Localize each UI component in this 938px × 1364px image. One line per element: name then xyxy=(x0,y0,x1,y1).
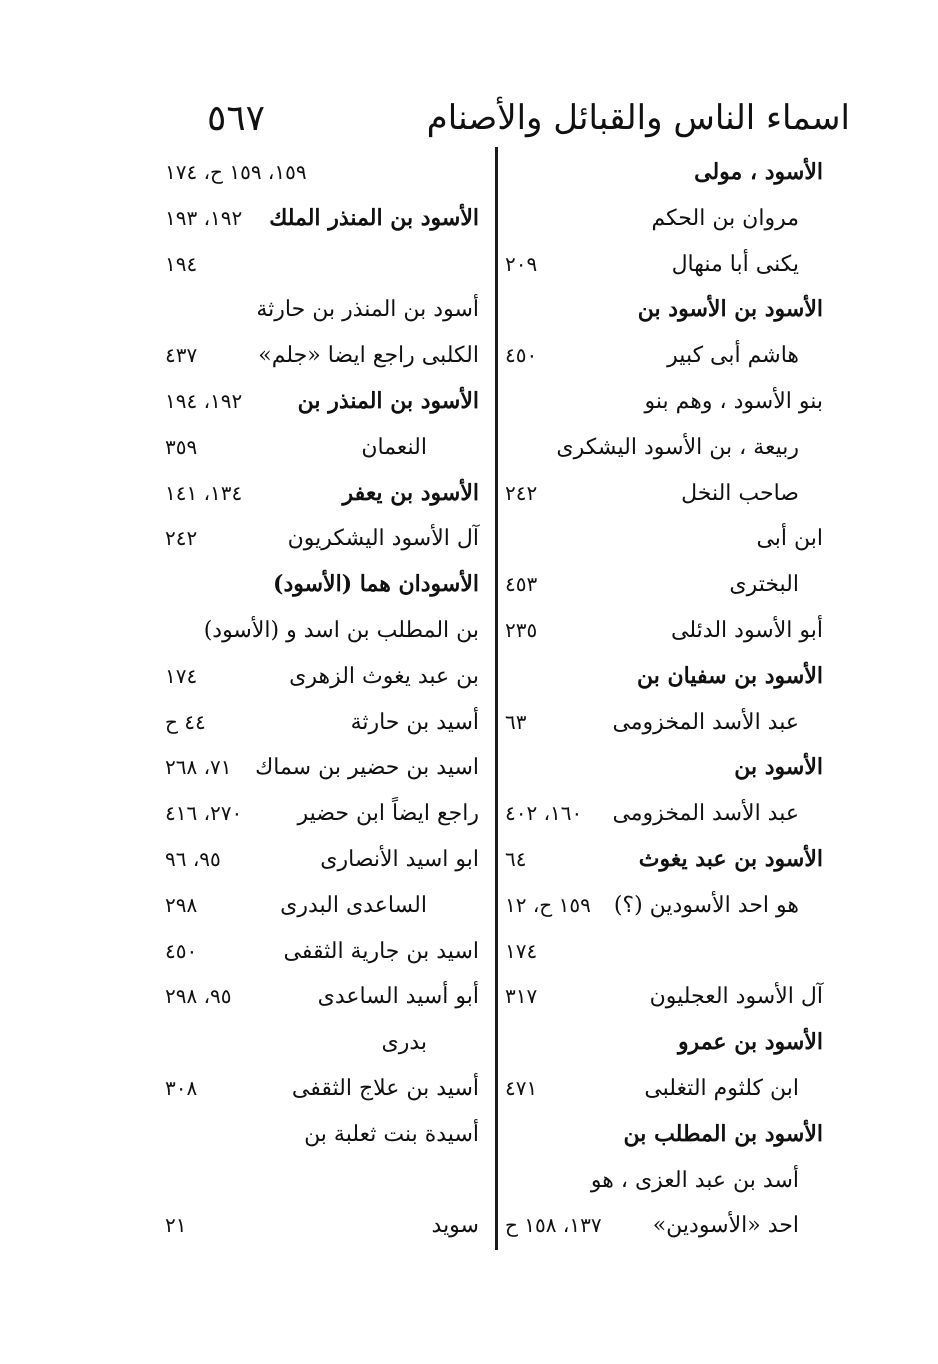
index-entry xyxy=(165,150,487,196)
entry-page-refs: ٢٩٨ xyxy=(165,892,198,917)
index-entry xyxy=(165,974,487,1020)
entry-name: راجع ايضاً ابن حضير xyxy=(297,801,479,827)
entry-name: الأسود بن عمرو xyxy=(677,1029,823,1056)
entry-name: أسيد بن علاج الثقفى xyxy=(291,1075,479,1101)
index-entry xyxy=(165,929,487,975)
entry-name: صاحب النخل xyxy=(681,480,799,506)
entry-page-refs: ٦٤ xyxy=(505,846,527,871)
index-entry xyxy=(505,425,823,471)
entry-name: بن عبد يغوث الزهرى xyxy=(289,663,479,689)
entry-page-refs: ٢٤٢ xyxy=(165,526,198,551)
index-entry xyxy=(165,745,487,791)
index-entry xyxy=(505,929,823,975)
entry-name: الأسود بن المنذر بن xyxy=(297,387,479,414)
entry-name: الأسود بن المطلب بن xyxy=(623,1120,823,1147)
entry-name: مروان بن الحكم xyxy=(651,205,799,231)
entry-page-refs: ١٦٠، ٤٠٢ xyxy=(505,801,583,826)
entry-name: الأسود بن سفيان بن xyxy=(636,662,823,689)
entry-page-refs: ٦٣ xyxy=(505,709,527,734)
entry-name: هاشم أبى كبير xyxy=(667,343,799,369)
entry-name: أسود بن المنذر بن حارثة xyxy=(256,297,479,323)
entry-page-refs: ١٩٢، ١٩٣ xyxy=(165,205,243,230)
entry-name: ابو اسيد الأنصارى xyxy=(320,846,479,872)
index-entry xyxy=(505,150,823,196)
entry-name: أبو الأسود الدئلى xyxy=(671,617,823,643)
index-entry xyxy=(165,242,487,288)
index-entry xyxy=(505,196,823,242)
entry-page-refs: ٩٥، ٩٦ xyxy=(165,846,221,871)
index-entry xyxy=(505,837,823,883)
index-entry xyxy=(505,745,823,791)
entry-page-refs: ١٣٤، ١٤١ xyxy=(165,480,243,505)
index-entry xyxy=(505,287,823,333)
index-entry xyxy=(165,608,487,654)
entry-name: ربيعة ، بن الأسود اليشكرى xyxy=(556,434,799,460)
index-entry xyxy=(165,562,487,608)
index-entry xyxy=(165,1020,487,1066)
entry-page-refs: ٧١، ٢٦٨ xyxy=(165,755,232,780)
index-entry xyxy=(505,1112,823,1158)
entry-name: عبد الأسد المخزومى xyxy=(612,801,799,827)
index-entry xyxy=(165,883,487,929)
entry-name: الأسود ، مولى xyxy=(694,159,823,185)
entry-page-refs: ١٧٤ xyxy=(505,938,538,963)
entry-page-refs: ٢٤٢ xyxy=(505,480,538,505)
entry-name: أسد بن عبد العزى ، هو xyxy=(590,1167,799,1193)
entry-name: الأسود بن xyxy=(734,754,823,781)
entry-page-refs: ٢٧٠، ٤١٦ xyxy=(165,801,243,826)
entry-name: اسيد بن حضير بن سماك xyxy=(255,755,479,781)
entry-name: آل الأسود العجليون xyxy=(649,984,823,1010)
entry-page-refs: ١٧٤ xyxy=(165,663,198,688)
entry-name: بنو الأسود ، وهم بنو xyxy=(644,388,823,414)
index-entry xyxy=(505,654,823,700)
entry-page-refs: ١٣٧، ١٥٨ ح xyxy=(505,1213,602,1238)
index-entry xyxy=(505,608,823,654)
index-entry xyxy=(505,1066,823,1112)
entry-page-refs: ٤٥٠ xyxy=(505,343,538,368)
entry-name: بن المطلب بن اسد و (الأسود) xyxy=(203,617,479,643)
entry-name: الأسودان هما (الأسود) xyxy=(273,571,479,598)
index-entry xyxy=(505,1203,823,1249)
entry-name: آل الأسود اليشكريون xyxy=(287,526,479,552)
entry-page-refs: ٤٣٧ xyxy=(165,343,198,368)
entry-page-refs: ٢٠٩ xyxy=(505,251,538,276)
entry-page-refs: ١٥٩ ح، ١٢ xyxy=(505,892,591,917)
entry-page-refs: ١٩٤ xyxy=(165,251,198,276)
entry-page-refs: ٣٠٨ xyxy=(165,1075,198,1100)
index-entry xyxy=(505,471,823,517)
entry-name: ابن أبى xyxy=(756,526,823,552)
index-entry xyxy=(165,287,487,333)
entry-name: النعمان xyxy=(361,434,427,460)
index-entry xyxy=(165,1158,487,1204)
entry-page-refs: ٢١ xyxy=(165,1213,187,1238)
entry-page-refs: ٣١٧ xyxy=(505,984,538,1009)
index-entry xyxy=(505,1158,823,1204)
entry-name: احد «الأسودين» xyxy=(652,1213,799,1239)
entry-name: الكلبى راجع ايضا «جلم» xyxy=(258,343,479,369)
index-entry xyxy=(505,516,823,562)
entry-name: عبد الأسد المخزومى xyxy=(612,709,799,735)
entry-name: الأسود بن المنذر الملك xyxy=(269,204,479,231)
entry-page-refs: ٤٥٣ xyxy=(505,572,538,597)
index-entry xyxy=(165,791,487,837)
index-entry xyxy=(505,974,823,1020)
index-entry xyxy=(505,379,823,425)
index-entry xyxy=(165,425,487,471)
entry-name: الأسود بن عبد يغوث xyxy=(638,845,823,872)
entry-page-refs: ٤٥٠ xyxy=(165,938,198,963)
entry-name: أبو أسيد الساعدى xyxy=(317,984,479,1010)
page-running-title: اسماء الناس والقبائل والأصنام xyxy=(426,98,850,138)
index-entry xyxy=(165,1112,487,1158)
entry-page-refs: ٤٤ ح xyxy=(165,709,206,734)
index-entry xyxy=(505,333,823,379)
entry-name: سويد xyxy=(431,1213,479,1239)
entry-name: أسيدة بنت ثعلبة بن xyxy=(304,1121,479,1147)
entry-name: البخترى xyxy=(729,572,799,598)
entry-name: اسيد بن جارية الثقفى xyxy=(283,938,479,964)
entry-page-refs: ٤٧١ xyxy=(505,1075,538,1100)
index-entry xyxy=(505,562,823,608)
entry-page-refs: ١٥٩، ١٥٩ ح، ١٧٤ xyxy=(165,160,307,184)
column-divider xyxy=(495,147,498,1250)
index-entry xyxy=(165,1203,487,1249)
entry-name: هو احد الأسودين (؟) xyxy=(613,892,799,918)
entry-page-refs: ٢٣٥ xyxy=(505,617,538,642)
right-column xyxy=(505,150,823,1249)
index-entry xyxy=(505,1020,823,1066)
entry-page-refs: ٣٥٩ xyxy=(165,434,198,459)
index-entry xyxy=(505,791,823,837)
entry-name: الأسود بن يعفر xyxy=(342,479,479,506)
index-entry xyxy=(505,700,823,746)
index-entry xyxy=(165,837,487,883)
index-entry xyxy=(165,700,487,746)
page-number: ٥٦٧ xyxy=(206,98,265,139)
entry-page-refs: ١٩٢، ١٩٤ xyxy=(165,388,243,413)
entry-name: الأسود بن الأسود بن xyxy=(637,296,823,323)
left-column xyxy=(165,150,487,1249)
entry-name: أسيد بن حارثة xyxy=(350,709,479,735)
index-entry xyxy=(165,1066,487,1112)
index-entry xyxy=(165,654,487,700)
index-entry xyxy=(505,883,823,929)
index-entry xyxy=(165,333,487,379)
index-entry xyxy=(165,471,487,517)
index-entry xyxy=(165,196,487,242)
index-entry xyxy=(165,516,487,562)
entry-name: الساعدى البدرى xyxy=(280,892,427,918)
index-entry xyxy=(165,379,487,425)
entry-name: ابن كلثوم التغلبى xyxy=(644,1075,799,1101)
entry-name: بدرى xyxy=(381,1030,427,1056)
entry-name: يكنى أبا منهال xyxy=(671,251,799,277)
index-entry xyxy=(505,242,823,288)
entry-page-refs: ٩٥، ٢٩٨ xyxy=(165,984,232,1009)
